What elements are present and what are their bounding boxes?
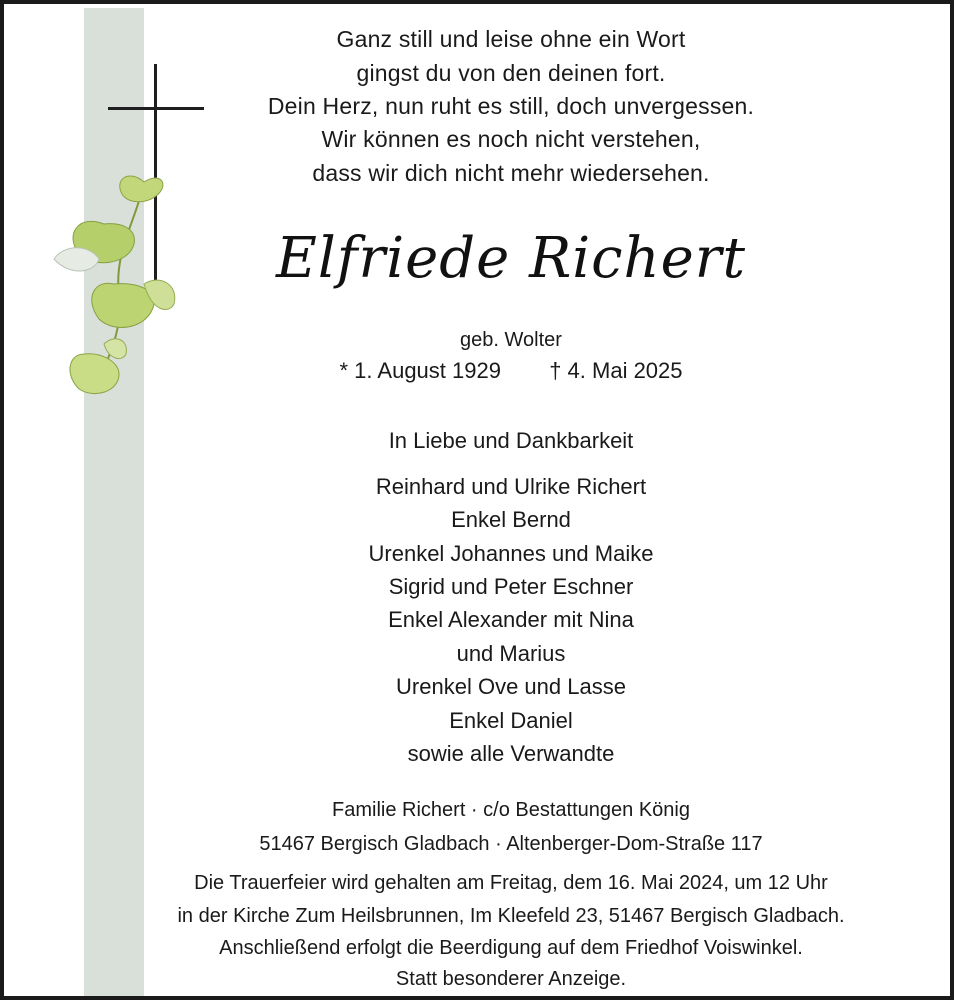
dedication: In Liebe und Dankbarkeit [388, 428, 634, 453]
ceremony-line: in der Kirche Zum Heilsbrunnen, Im Kleefeld 23, 51467 Bergisch Gladbach. [177, 905, 845, 927]
birth-date: * 1. August 1929 [339, 358, 501, 383]
verse-line: Wir können es noch nicht verstehen, [321, 126, 701, 152]
notice-text [4, 4, 954, 1004]
verse-line: Ganz still und leise ohne ein Wort [336, 26, 686, 52]
mourner-line: Enkel Bernd [451, 507, 571, 532]
mourner-line: Urenkel Johannes und Maike [368, 541, 654, 566]
mourner-line: sowie alle Verwandte [407, 741, 615, 766]
mourner-line: und Marius [456, 641, 566, 666]
ceremony-line: Anschließend erfolgt die Beerdigung auf dem Friedhof Voiswinkel. [219, 937, 803, 959]
verse-line: Dein Herz, nun ruht es still, doch unvergessen. [267, 93, 755, 119]
address-line: Familie Richert · c/o Bestattungen König [332, 799, 690, 821]
mourner-line: Sigrid und Peter Eschner [388, 574, 634, 599]
death-date: † 4. Mai 2025 [549, 358, 683, 383]
mourner-line: Enkel Alexander mit Nina [388, 607, 634, 632]
verse-line: dass wir dich nicht mehr wiedersehen. [312, 160, 710, 186]
closing-note: Statt besonderer Anzeige. [395, 968, 627, 990]
mourner-line: Urenkel Ove und Lasse [396, 674, 626, 699]
maiden-name: geb. Wolter [460, 329, 562, 351]
ceremony-line: Die Trauerfeier wird gehalten am Freitag, dem 16. Mai 2024, um 12 Uhr [194, 872, 828, 894]
mourner-line: Reinhard und Ulrike Richert [375, 474, 647, 499]
address-line: 51467 Bergisch Gladbach · Altenberger-Dom-Straße 117 [259, 833, 763, 855]
deceased-name: Elfriede Richert [275, 226, 747, 291]
life-dates [4, 358, 954, 384]
verse-line: gingst du von den deinen fort. [356, 60, 666, 86]
mourner-line: Enkel Daniel [449, 708, 573, 733]
